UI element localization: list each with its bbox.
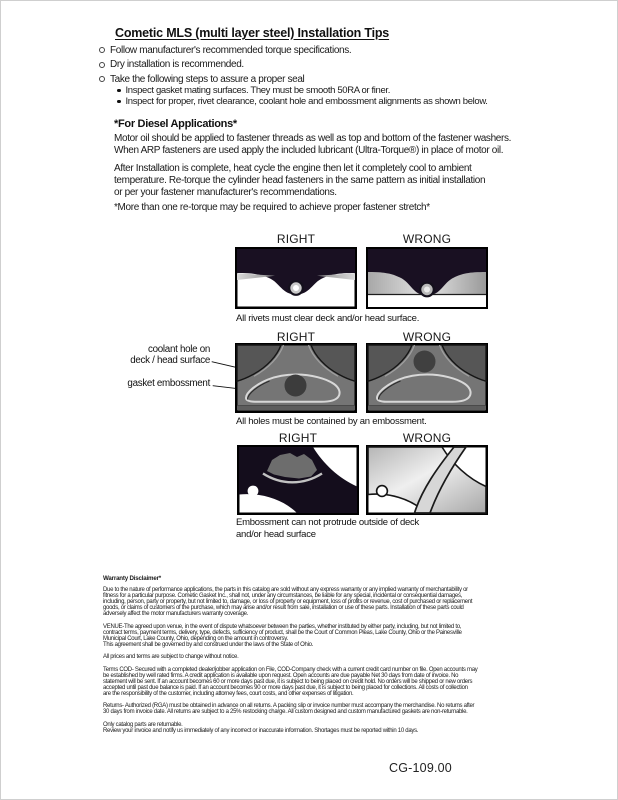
figure3-right-diagram bbox=[237, 445, 359, 515]
figure2-wrong-label: WRONG bbox=[402, 330, 452, 344]
terms-paragraph bbox=[103, 667, 533, 697]
text-line: All holes must be contained by an embossment. bbox=[236, 416, 427, 427]
bullet-item bbox=[99, 45, 351, 56]
figure3-wrong-label: WRONG bbox=[402, 431, 452, 445]
returns-paragraph bbox=[103, 703, 533, 715]
text-line: fitness for a particular purpose. Cometic Gasket Inc., shall not, under any circumstances, be liable for any special, incidental or consequential damages, bbox=[103, 593, 463, 599]
sub-bullet-text: Inspect gasket mating surfaces. They must be smooth 50RA or finer. bbox=[125, 85, 391, 96]
sub-bullet-item bbox=[117, 85, 390, 96]
diesel-heading: *For Diesel Applications* bbox=[114, 118, 237, 130]
circle-bullet-icon bbox=[99, 62, 105, 68]
figure3-caption bbox=[236, 517, 419, 540]
text-line: and/or head surface bbox=[236, 528, 316, 540]
text-line: After Installation is complete, heat cycle the engine then let it completely cool to ambient bbox=[114, 163, 472, 174]
text-line: Terms COD- Secured with a completed dealer/jobber application on File, COD-Company check with a current credit card number on file. Open accounts may bbox=[103, 666, 478, 673]
figure3-right-label: RIGHT bbox=[278, 431, 318, 445]
figure2-right-label: RIGHT bbox=[276, 330, 316, 344]
text-line: accepted until past due balance is paid. If an account becomes 90 or more days past due, it is subject to being placed for collections. All costs of collection bbox=[103, 684, 468, 691]
coolant-hole-icon bbox=[285, 375, 307, 397]
text-line: Municipal Court, Lake County, Ohio, depending on the amount in controversy. bbox=[103, 635, 288, 642]
figure1-right-diagram bbox=[235, 247, 357, 309]
text-line: goods, or claims of customers of the purchase, which may arise and/or result from sale, installation or use of these parts. Installation of these parts could bbox=[103, 605, 464, 611]
figure3-wrong-diagram bbox=[366, 445, 488, 515]
page-title: Cometic MLS (multi layer steel) Installation Tips bbox=[115, 26, 390, 40]
text-line: gasket embossment bbox=[127, 378, 210, 389]
bullet-item bbox=[99, 59, 244, 70]
dot-bullet-icon bbox=[117, 89, 121, 93]
legal-section bbox=[103, 575, 533, 740]
figure2-right-diagram bbox=[235, 343, 357, 413]
warranty-disclaimer-heading: Warranty Disclaimer* bbox=[103, 575, 162, 582]
text-line: are the responsibility of the customer, including attorney fees, court costs, and other expenses of litigation. bbox=[103, 690, 354, 697]
retorque-note: *More than one re-torque may be required to achieve proper fastener stretch* bbox=[114, 202, 430, 213]
text-line: Only catalog parts are returnable. bbox=[103, 721, 183, 728]
text-line: deck / head surface bbox=[130, 354, 210, 366]
text-line: temperature. Re-torque the cylinder head fasteners in the same pattern as initial installation bbox=[114, 174, 486, 186]
figure1-wrong-diagram bbox=[366, 247, 488, 309]
text-line: adversely affect the motor manufacturers warranty coverage. bbox=[103, 611, 249, 617]
text-line: VENUE-The agreed upon venue, in the event of dispute whatsoever between the parties, whether instituted by either party, including, but not limited to, bbox=[103, 623, 462, 630]
text-line: All prices and terms are subject to change without notice. bbox=[103, 654, 239, 660]
text-line: including, person, party or property, but not limited to, damage, or loss of property or equipment, loss of profits or revenue, cost of purchased or replacement bbox=[103, 599, 473, 605]
coolant-hole-annotation bbox=[110, 345, 210, 366]
gasket-embossment-annotation bbox=[110, 379, 210, 390]
sub-bullet-item bbox=[117, 96, 488, 107]
text-line: or per your fastener manufacturer's recommendations. bbox=[114, 186, 337, 198]
text-line: contract terms, payment terms, delivery, type, defects, sufficiency of product, shall be the Court of Common Pleas, Lake County, Ohio or the Painesville bbox=[103, 629, 462, 636]
dot-bullet-icon bbox=[117, 100, 121, 104]
page-code: CG-109.00 bbox=[389, 761, 452, 775]
text-line: This agreement shall be governed by and construed under the laws of the State of Ohio. bbox=[103, 641, 314, 648]
bullet-text: Follow manufacturer's recommended torque specifications. bbox=[110, 44, 352, 56]
text-line: Review your invoice and notify us immediately of any incorrect or inaccurate information. Shortages must be reported within 10 days. bbox=[103, 727, 419, 734]
coolant-hole-icon bbox=[414, 351, 436, 373]
figure1-wrong-label: WRONG bbox=[402, 232, 452, 246]
diesel-paragraph-2 bbox=[114, 163, 485, 198]
circle-bullet-icon bbox=[99, 47, 105, 53]
text-line: be established by well rated firms. A credit application is available upon request. Open accounts are due payable Net 30 days from date of invoice. No bbox=[103, 672, 459, 679]
text-line: All rivets must clear deck and/or head surface. bbox=[236, 313, 420, 324]
diesel-paragraph-1 bbox=[114, 133, 511, 157]
bullet-text: Take the following steps to assure a proper seal bbox=[110, 73, 305, 85]
text-line: 30 days from invoice date. All returns are subject to a 25% restocking charge. All custom designed and custom manufactured gaskets are non-returnable. bbox=[103, 709, 468, 715]
bullet-item bbox=[99, 74, 304, 85]
figure1-right-label: RIGHT bbox=[276, 232, 316, 246]
text-line: Motor oil should be applied to fastener threads as well as top and bottom of the fastener washers. bbox=[114, 133, 512, 144]
bolt-hole-icon bbox=[248, 486, 259, 497]
figure1-caption bbox=[236, 313, 419, 325]
text-line: Returns- Authorized (RGA) must be obtained in advance on all returns. A packing slip or invoice number must accompany the merchandise. No returns after bbox=[103, 703, 475, 709]
text-line: statement will be sent. If an account becomes 60 or more days past due, it is subject to being placed on credit hold. No orders will be shipped or new orders bbox=[103, 678, 473, 685]
bullet-text: Dry installation is recommended. bbox=[110, 59, 244, 70]
text-line: Embossment can not protrude outside of deck bbox=[236, 517, 420, 528]
warranty-paragraph bbox=[103, 587, 533, 617]
sub-bullet-text: Inspect for proper, rivet clearance, coolant hole and embossment alignments as shown below. bbox=[125, 96, 488, 107]
circle-bullet-icon bbox=[99, 76, 105, 82]
figure2-wrong-diagram bbox=[366, 343, 488, 413]
venue-paragraph bbox=[103, 624, 533, 648]
catalog-parts-paragraph bbox=[103, 722, 533, 734]
prices-paragraph bbox=[103, 654, 533, 660]
figure2-caption bbox=[236, 416, 426, 428]
bolt-hole-icon bbox=[377, 486, 388, 497]
text-line: Due to the nature of performance applications, the parts in this catalog are sold without any express warranty or any implied warranty of merchantability or bbox=[103, 587, 468, 593]
text-line: When ARP fasteners are used apply the included lubricant (Ultra-Torque®) in place of motor oil. bbox=[114, 144, 504, 156]
text-line: coolant hole on bbox=[148, 344, 210, 355]
